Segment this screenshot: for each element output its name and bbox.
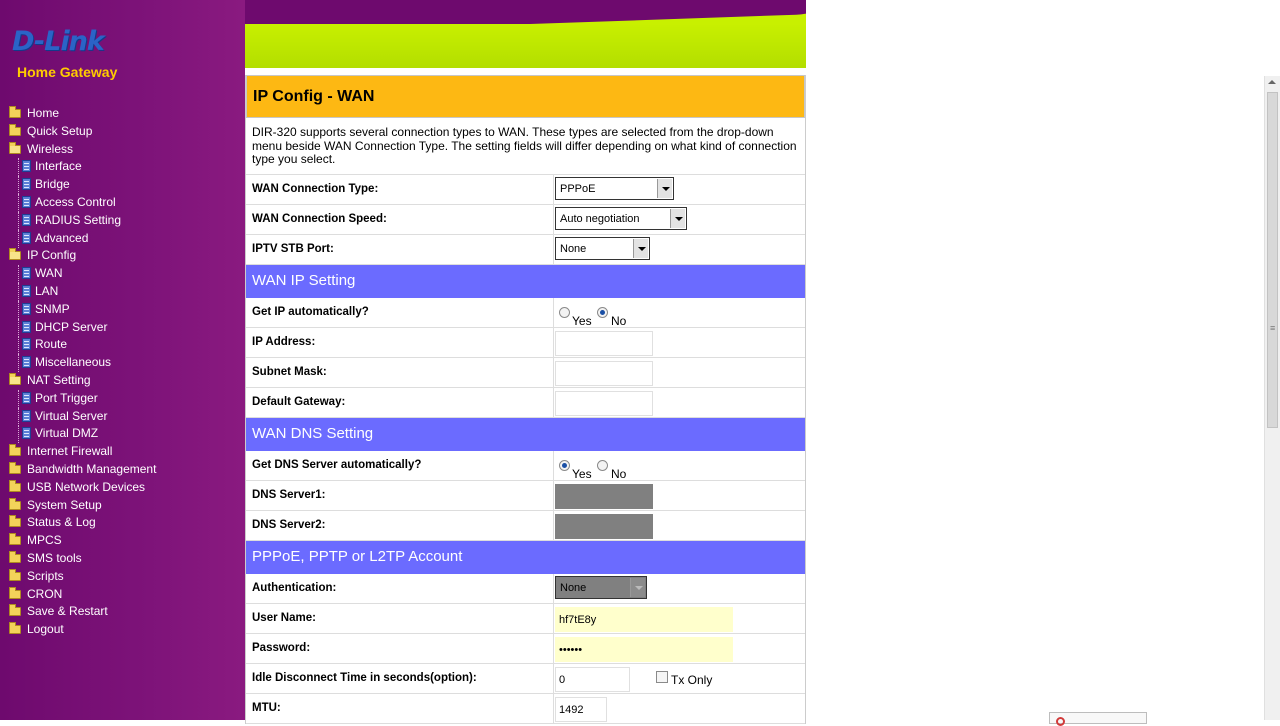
- row-authentication: [246, 574, 805, 604]
- dns-server1-label: DNS Server1:: [252, 488, 326, 501]
- sidebar-item-nat-setting[interactable]: [6, 372, 156, 390]
- tree-connector: [18, 425, 19, 443]
- column-divider: [553, 235, 554, 264]
- sidebar-item-label: Bridge: [35, 177, 70, 192]
- row-wan-connection-type: [246, 175, 805, 205]
- folder-icon: [9, 465, 21, 474]
- sidebar-item-bandwidth-management[interactable]: [6, 461, 156, 479]
- row-get-ip-auto: [246, 298, 805, 328]
- ip-auto-yes-radio[interactable]: [559, 307, 570, 318]
- default-gateway-input[interactable]: [555, 391, 653, 416]
- row-dns-server2: [246, 511, 805, 541]
- chevron-down-icon[interactable]: [670, 209, 685, 228]
- banner-band: [245, 24, 806, 68]
- section-wan-dns-setting: WAN DNS Setting: [246, 418, 805, 451]
- dns-auto-no-radio[interactable]: [597, 460, 608, 471]
- page-icon: [22, 214, 31, 226]
- sidebar-item-label: NAT Setting: [27, 372, 91, 387]
- tree-connector: [18, 283, 19, 301]
- row-default-gateway: [246, 388, 805, 418]
- sidebar: [0, 0, 245, 720]
- sidebar-item-save-and-restart[interactable]: [6, 603, 156, 621]
- sidebar-item-label: Quick Setup: [27, 123, 93, 138]
- ip-auto-no-label: No: [611, 313, 627, 328]
- sidebar-item-label: Port Trigger: [35, 390, 98, 405]
- scroll-up-arrow-icon[interactable]: [1268, 80, 1276, 84]
- sidebar-item-port-trigger[interactable]: [6, 390, 156, 408]
- sidebar-item-label: Save & Restart: [27, 604, 108, 619]
- authentication-select[interactable]: [555, 576, 647, 599]
- dns-auto-yes-label: Yes: [572, 466, 592, 481]
- sidebar-item-label: CRON: [27, 586, 63, 601]
- folder-icon: [9, 572, 21, 581]
- sidebar-item-lan[interactable]: [6, 283, 156, 301]
- sidebar-item-logout[interactable]: [6, 621, 156, 639]
- sidebar-item-label: Interface: [35, 159, 82, 174]
- status-indicator-icon: [1056, 717, 1065, 726]
- page-icon: [22, 285, 31, 297]
- wan-connection-type-label: WAN Connection Type:: [252, 182, 379, 195]
- sidebar-item-label: Advanced: [35, 230, 89, 245]
- sidebar-item-label: WAN: [35, 266, 63, 281]
- sidebar-item-label: Internet Firewall: [27, 444, 113, 459]
- dns-auto-yes-radio[interactable]: [559, 460, 570, 471]
- tree-connector: [18, 212, 19, 230]
- ip-address-label: IP Address:: [252, 335, 316, 348]
- column-divider: [553, 175, 554, 204]
- dns-server2-input[interactable]: [555, 514, 653, 539]
- sidebar-item-ip-config[interactable]: [6, 247, 156, 265]
- page-icon: [22, 178, 31, 190]
- page-icon: [22, 160, 31, 172]
- row-user-name: [246, 604, 805, 634]
- sidebar-item-system-setup[interactable]: [6, 497, 156, 515]
- password-label: Password:: [252, 641, 311, 654]
- default-gateway-label: Default Gateway:: [252, 395, 346, 408]
- folder-icon: [9, 501, 21, 510]
- column-divider: [553, 298, 554, 327]
- sidebar-item-snmp[interactable]: [6, 301, 156, 319]
- header-banner: [245, 0, 806, 68]
- tree-connector: [18, 408, 19, 426]
- tree-connector: [18, 301, 19, 319]
- sidebar-item-label: Home: [27, 106, 60, 120]
- select-value: PPPoE: [560, 182, 596, 195]
- sidebar-item-scripts[interactable]: [6, 568, 156, 586]
- sidebar-item-label: Route: [35, 337, 68, 352]
- authentication-label: Authentication:: [252, 581, 337, 594]
- scroll-grip-icon: ≡: [1270, 323, 1276, 333]
- folder-open-icon: [9, 376, 21, 385]
- column-divider: [553, 511, 554, 540]
- sidebar-item-advanced[interactable]: [6, 230, 156, 248]
- folder-icon: [9, 127, 21, 136]
- column-divider: [553, 634, 554, 663]
- get-ip-auto-label: Get IP automatically?: [252, 305, 369, 318]
- tree-connector: [18, 319, 19, 337]
- sidebar-item-radius-setting[interactable]: [6, 212, 156, 230]
- sidebar-item-wan[interactable]: [6, 265, 156, 283]
- tree-connector: [18, 194, 19, 212]
- user-name-label: User Name:: [252, 611, 316, 624]
- tx-only-checkbox[interactable]: [656, 671, 668, 683]
- sidebar-item-route[interactable]: [6, 336, 156, 354]
- column-divider: [553, 205, 554, 234]
- folder-open-icon: [9, 251, 21, 260]
- chevron-down-icon[interactable]: [633, 239, 648, 258]
- row-dns-server1: [246, 481, 805, 511]
- column-divider: [553, 328, 554, 357]
- brand-subtitle: Home Gateway: [17, 64, 118, 80]
- tree-connector: [18, 336, 19, 354]
- idle-disconnect-input[interactable]: 0: [555, 667, 630, 692]
- dns-server2-label: DNS Server2:: [252, 518, 326, 531]
- page-icon: [22, 392, 31, 404]
- row-iptv-stb-port: [246, 235, 805, 265]
- tree-connector: [18, 265, 19, 283]
- column-divider: [553, 481, 554, 510]
- sidebar-item-usb-network-devices[interactable]: [6, 479, 156, 497]
- sidebar-item-label: Scripts: [27, 568, 64, 583]
- row-subnet-mask: [246, 358, 805, 388]
- sidebar-item-sms-tools[interactable]: [6, 550, 156, 568]
- folder-open-icon: [9, 145, 21, 154]
- column-divider: [553, 451, 554, 480]
- folder-icon: [9, 536, 21, 545]
- ip-address-input[interactable]: [555, 331, 653, 356]
- folder-icon: [9, 109, 21, 118]
- sidebar-item-label: Status & Log: [27, 515, 96, 530]
- wan-connection-speed-select[interactable]: [555, 207, 687, 230]
- row-idle-disconnect: [246, 664, 805, 694]
- mtu-input[interactable]: 1492: [555, 697, 607, 722]
- sidebar-item-internet-firewall[interactable]: [6, 443, 156, 461]
- idle-disconnect-label: Idle Disconnect Time in seconds(option):: [252, 671, 477, 684]
- password-input[interactable]: ••••••: [555, 637, 733, 662]
- iptv-stb-port-label: IPTV STB Port:: [252, 242, 334, 255]
- ip-auto-no-radio[interactable]: [597, 307, 608, 318]
- sidebar-item-wireless[interactable]: [6, 141, 156, 159]
- sidebar-item-label: RADIUS Setting: [35, 212, 122, 227]
- column-divider: [553, 664, 554, 693]
- chevron-down-icon[interactable]: [630, 578, 645, 597]
- sidebar-item-label: Wireless: [27, 141, 74, 156]
- tree-connector: [18, 158, 19, 176]
- section-pppoe-account: PPPoE, PPTP or L2TP Account: [246, 541, 805, 574]
- sidebar-item-status-and-log[interactable]: [6, 514, 156, 532]
- get-dns-auto-label: Get DNS Server automatically?: [252, 458, 422, 471]
- sidebar-item-label: MPCS: [27, 533, 62, 548]
- sidebar-item-cron[interactable]: [6, 586, 156, 604]
- sidebar-item-dhcp-server[interactable]: [6, 319, 156, 337]
- column-divider: [553, 604, 554, 633]
- sidebar-item-label: System Setup: [27, 497, 102, 512]
- folder-icon: [9, 554, 21, 563]
- sidebar-item-label: Logout: [27, 622, 64, 637]
- row-wan-connection-speed: [246, 205, 805, 235]
- page-icon: [22, 196, 31, 208]
- sidebar-item-label: LAN: [35, 283, 59, 298]
- tree-connector: [18, 176, 19, 194]
- sidebar-item-label: SNMP: [35, 301, 70, 316]
- sidebar-item-label: IP Config: [27, 248, 77, 263]
- dns-auto-no-label: No: [611, 466, 627, 481]
- page-icon: [22, 303, 31, 315]
- column-divider: [553, 358, 554, 387]
- sidebar-item-miscellaneous[interactable]: [6, 354, 156, 372]
- column-divider: [553, 388, 554, 417]
- dlink-logo: D-Link: [12, 26, 104, 57]
- column-divider: [553, 694, 554, 723]
- select-value: None: [560, 242, 587, 255]
- subnet-mask-input[interactable]: [555, 361, 653, 386]
- sidebar-item-label: USB Network Devices: [27, 479, 146, 494]
- subnet-mask-label: Subnet Mask:: [252, 365, 327, 378]
- row-mtu: [246, 694, 805, 724]
- main-content: [245, 75, 806, 724]
- sidebar-item-interface[interactable]: [6, 158, 156, 176]
- page-title: IP Config - WAN: [246, 75, 805, 118]
- nav-tree: [6, 105, 156, 639]
- wan-connection-type-select[interactable]: [555, 177, 674, 200]
- sidebar-item-label: Virtual DMZ: [35, 426, 99, 441]
- folder-icon: [9, 590, 21, 599]
- section-wan-ip-setting: WAN IP Setting: [246, 265, 805, 298]
- select-value: Auto negotiation: [560, 212, 640, 225]
- sidebar-item-label: Access Control: [35, 194, 116, 209]
- row-ip-address: [246, 328, 805, 358]
- sidebar-item-label: Miscellaneous: [35, 355, 112, 370]
- scroll-thumb[interactable]: [1267, 92, 1278, 428]
- vertical-scrollbar[interactable]: [1264, 76, 1280, 720]
- tree-connector: [18, 230, 19, 248]
- intro-text: DIR-320 supports several connection types to WAN. These types are selected from the drop-down menu beside WAN Connection Type. The setting fields will differ depending on what kind of connection type you select.: [246, 118, 805, 175]
- status-widget[interactable]: [1049, 712, 1147, 724]
- sidebar-item-virtual-server[interactable]: [6, 408, 156, 426]
- folder-icon: [9, 483, 21, 492]
- sidebar-item-quick-setup[interactable]: [6, 123, 156, 141]
- tx-only-label: Tx Only: [671, 672, 713, 687]
- row-get-dns-auto: [246, 451, 805, 481]
- sidebar-item-label: DHCP Server: [35, 319, 108, 334]
- sidebar-item-bridge[interactable]: [6, 176, 156, 194]
- ip-auto-yes-label: Yes: [572, 313, 592, 328]
- folder-icon: [9, 447, 21, 456]
- iptv-stb-port-select[interactable]: [555, 237, 650, 260]
- page-icon: [22, 267, 31, 279]
- wan-connection-speed-label: WAN Connection Speed:: [252, 212, 387, 225]
- chevron-down-icon[interactable]: [657, 179, 672, 198]
- tree-connector: [18, 354, 19, 372]
- page-icon: [22, 356, 31, 368]
- folder-icon: [9, 518, 21, 527]
- column-divider: [553, 574, 554, 603]
- page-icon: [22, 338, 31, 350]
- page-icon: [22, 321, 31, 333]
- page-icon: [22, 232, 31, 244]
- sidebar-item-label: SMS tools: [27, 550, 82, 565]
- page-icon: [22, 427, 31, 439]
- folder-icon: [9, 625, 21, 634]
- mtu-label: MTU:: [252, 701, 281, 714]
- row-password: [246, 634, 805, 664]
- page-icon: [22, 410, 31, 422]
- select-value: None: [560, 581, 587, 594]
- user-name-input[interactable]: hf7tE8y: [555, 607, 733, 632]
- tree-connector: [18, 390, 19, 408]
- dns-server1-input[interactable]: [555, 484, 653, 509]
- sidebar-item-mpcs[interactable]: [6, 532, 156, 550]
- sidebar-item-home[interactable]: [6, 105, 156, 123]
- folder-icon: [9, 607, 21, 616]
- sidebar-item-access-control[interactable]: [6, 194, 156, 212]
- sidebar-item-label: Virtual Server: [35, 408, 108, 423]
- sidebar-item-label: Bandwidth Management: [27, 461, 157, 476]
- sidebar-item-virtual-dmz[interactable]: [6, 425, 156, 443]
